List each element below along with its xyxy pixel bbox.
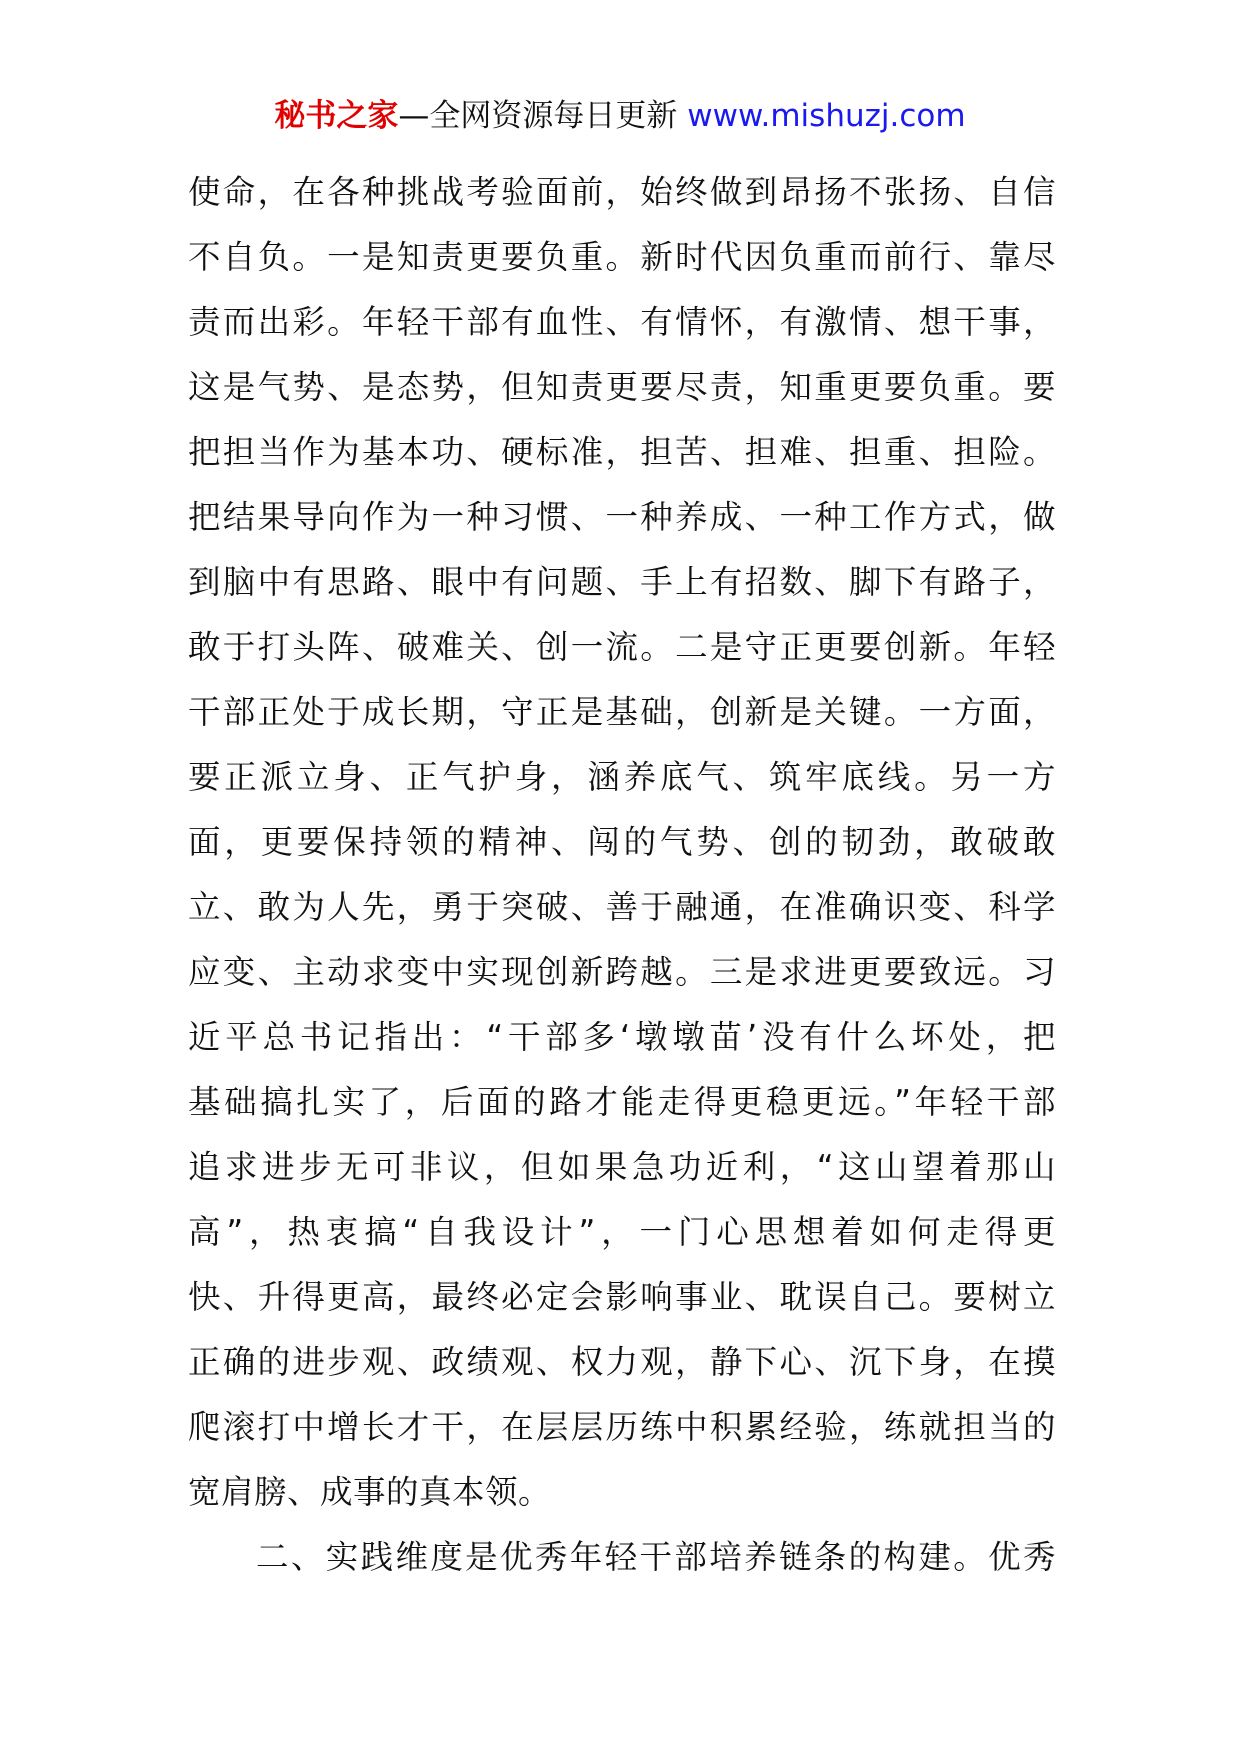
text-line: 这是气势、是态势，但知责更要尽责，知重更要负重。要 [188,368,1056,406]
site-header [0,96,1240,136]
paragraph [188,160,1056,1525]
text-line: 应变、主动求变中实现创新跨越。三是求进更要致远。习 [188,953,1056,991]
text-line: 到脑中有思路、眼中有问题、手上有招数、脚下有路子， [188,563,1056,601]
text-line: 近平总书记指出：“干部多‘墩墩苗’没有什么坏处，把 [188,1018,1056,1056]
text-line: 敢于打头阵、破难关、创一流。二是守正更要创新。年轻 [188,628,1056,666]
site-tagline: —全网资源每日更新 [398,98,688,134]
text-line: 干部正处于成长期，守正是基础，创新是关键。一方面， [188,693,1056,731]
text-line: 把结果导向作为一种习惯、一种养成、一种工作方式，做 [188,498,1056,536]
text-line: 基础搞扎实了，后面的路才能走得更稳更远。”年轻干部 [188,1083,1056,1121]
text-line: 追求进步无可非议，但如果急功近利，“这山望着那山 [188,1148,1056,1186]
text-line: 宽肩膀、成事的真本领。 [188,1473,552,1511]
document-body [188,160,1056,1590]
text-line: 不自负。一是知责更要负重。新时代因负重而前行、靠尽 [188,238,1056,276]
text-line: 快、升得更高，最终必定会影响事业、耽误自己。要树立 [188,1278,1056,1316]
text-line: 把担当作为基本功、硬标准，担苦、担难、担重、担险。 [188,433,1056,471]
text-line: 要正派立身、正气护身，涵养底气、筑牢底线。另一方 [188,758,1056,796]
text-line: 立、敢为人先，勇于突破、善于融通，在准确识变、科学 [188,888,1056,926]
text-line: 面，更要保持领的精神、闯的气势、创的韧劲，敢破敢 [188,823,1056,861]
site-url-link[interactable]: www.mishuzj.com [687,98,966,134]
section-heading-line: 二、实践维度是优秀年轻干部培养链条的构建。优秀 [256,1538,1056,1576]
text-line: 爬滚打中增长才干，在层层历练中积累经验，练就担当的 [188,1408,1056,1446]
text-line: 高”，热衷搞“自我设计”，一门心思想着如何走得更 [188,1213,1056,1251]
site-brand: 秘书之家 [274,98,399,134]
text-line: 责而出彩。年轻干部有血性、有情怀，有激情、想干事， [188,303,1056,341]
paragraph-section-two [188,1525,1056,1590]
text-line: 使命，在各种挑战考验面前，始终做到昂扬不张扬、自信 [188,173,1056,211]
text-line: 正确的进步观、政绩观、权力观，静下心、沉下身，在摸 [188,1343,1056,1381]
